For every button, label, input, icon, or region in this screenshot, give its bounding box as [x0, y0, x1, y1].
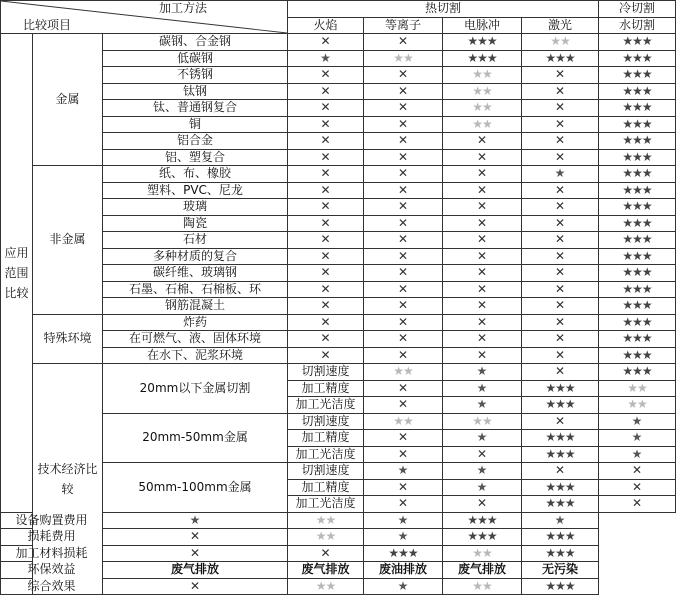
star-rating-icon: ★★ — [522, 34, 599, 51]
cross-icon: ✕ — [364, 133, 443, 150]
table-row — [1, 100, 676, 117]
table-row — [1, 166, 676, 183]
cross-icon: ✕ — [288, 314, 364, 331]
star-rating-icon: ★ — [103, 512, 288, 529]
star-rating-icon: ★★★ — [599, 50, 676, 67]
environment-note: 废气排放 — [103, 562, 288, 579]
star-rating-icon: ★★ — [599, 397, 676, 414]
cross-icon: ✕ — [364, 298, 443, 315]
mid-metal-group: 20mm-50mm金属 — [103, 413, 288, 463]
cross-icon: ✕ — [288, 149, 364, 166]
table-row — [1, 281, 676, 298]
row-label: 多种材质的复合 — [103, 248, 288, 265]
method-header-plasma: 等离子 — [364, 17, 443, 34]
star-rating-icon: ★ — [443, 463, 522, 480]
cross-icon: ✕ — [443, 314, 522, 331]
cross-icon: ✕ — [364, 397, 443, 414]
star-rating-icon: ★ — [443, 364, 522, 381]
environment-note: 废气排放 — [443, 562, 522, 579]
cross-icon: ✕ — [288, 133, 364, 150]
star-rating-icon: ★★★ — [599, 166, 676, 183]
star-rating-icon: ★★ — [443, 100, 522, 117]
star-rating-icon: ★ — [288, 50, 364, 67]
star-rating-icon: ★★★ — [599, 34, 676, 51]
method-header-edm: 电脉冲 — [443, 17, 522, 34]
row-label: 加工材料损耗 — [1, 545, 103, 562]
cold-cutting-header: 冷切割 — [599, 1, 676, 18]
cross-icon: ✕ — [599, 496, 676, 513]
cross-icon: ✕ — [443, 248, 522, 265]
tech-group: 技术经济比较 — [33, 364, 103, 595]
star-rating-icon: ★★★ — [599, 199, 676, 216]
table-row — [1, 248, 676, 265]
cross-icon: ✕ — [288, 265, 364, 282]
cross-icon: ✕ — [364, 331, 443, 348]
cross-icon: ✕ — [522, 463, 599, 480]
cross-icon: ✕ — [288, 215, 364, 232]
cross-icon: ✕ — [443, 182, 522, 199]
cross-icon: ✕ — [288, 298, 364, 315]
table-row — [1, 298, 676, 315]
star-rating-icon: ★★★ — [522, 479, 599, 496]
table-row — [1, 50, 676, 67]
cross-icon: ✕ — [522, 331, 599, 348]
star-rating-icon: ★★ — [443, 413, 522, 430]
table-row — [1, 364, 676, 381]
cross-icon: ✕ — [522, 413, 599, 430]
star-rating-icon: ★★★ — [522, 397, 599, 414]
cross-icon: ✕ — [364, 380, 443, 397]
table-row — [1, 265, 676, 282]
thin-metal-group: 20mm以下金属切割 — [103, 364, 288, 414]
star-rating-icon: ★★★ — [599, 281, 676, 298]
row-label: 加工精度 — [288, 479, 364, 496]
cross-icon: ✕ — [443, 331, 522, 348]
row-label: 纸、布、橡胶 — [103, 166, 288, 183]
cross-icon: ✕ — [288, 545, 364, 562]
star-rating-icon: ★ — [599, 446, 676, 463]
cross-icon: ✕ — [522, 298, 599, 315]
cross-icon: ✕ — [288, 331, 364, 348]
cross-icon: ✕ — [364, 281, 443, 298]
cross-icon: ✕ — [443, 298, 522, 315]
app-group: 应用范围比较 — [1, 34, 33, 513]
star-rating-icon: ★★★ — [599, 215, 676, 232]
cross-icon: ✕ — [443, 496, 522, 513]
table-row — [1, 347, 676, 364]
cross-icon: ✕ — [522, 182, 599, 199]
star-rating-icon: ★ — [443, 380, 522, 397]
star-rating-icon: ★★★ — [599, 83, 676, 100]
method-header-waterjet: 水切割 — [599, 17, 676, 34]
star-rating-icon: ★★★ — [443, 529, 522, 546]
star-rating-icon: ★★★ — [599, 248, 676, 265]
star-rating-icon: ★★★ — [522, 578, 599, 595]
cross-icon: ✕ — [364, 314, 443, 331]
cross-icon: ✕ — [364, 116, 443, 133]
star-rating-icon: ★ — [364, 578, 443, 595]
cross-icon: ✕ — [522, 83, 599, 100]
row-label: 铜 — [103, 116, 288, 133]
cross-icon: ✕ — [522, 248, 599, 265]
row-label: 不锈钢 — [103, 67, 288, 84]
row-label: 切割速度 — [288, 364, 364, 381]
star-rating-icon: ★★★ — [599, 347, 676, 364]
row-label: 加工光洁度 — [288, 397, 364, 414]
cross-icon: ✕ — [364, 265, 443, 282]
cross-icon: ✕ — [364, 479, 443, 496]
star-rating-icon: ★★ — [288, 512, 364, 529]
row-label: 碳钢、合金钢 — [103, 34, 288, 51]
table-row — [1, 562, 676, 579]
cross-icon: ✕ — [288, 116, 364, 133]
cross-icon: ✕ — [103, 529, 288, 546]
cross-icon: ✕ — [364, 446, 443, 463]
star-rating-icon: ★★ — [364, 413, 443, 430]
cross-icon: ✕ — [599, 463, 676, 480]
star-rating-icon: ★ — [599, 413, 676, 430]
table-row — [1, 34, 676, 51]
cross-icon: ✕ — [443, 149, 522, 166]
cross-icon: ✕ — [522, 364, 599, 381]
cross-icon: ✕ — [364, 182, 443, 199]
cross-icon: ✕ — [522, 100, 599, 117]
star-rating-icon: ★★★ — [522, 446, 599, 463]
nonmetal-group: 非金属 — [33, 166, 103, 315]
row-label: 钛、普通钢复合 — [103, 100, 288, 117]
environment-note: 废油排放 — [364, 562, 443, 579]
cross-icon: ✕ — [364, 496, 443, 513]
environment-note: 无污染 — [522, 562, 599, 579]
cross-icon: ✕ — [443, 166, 522, 183]
table-row — [1, 463, 676, 480]
cross-icon: ✕ — [288, 166, 364, 183]
cross-icon: ✕ — [364, 347, 443, 364]
star-rating-icon: ★★★ — [599, 100, 676, 117]
environment-note: 废气排放 — [288, 562, 364, 579]
table-row — [1, 83, 676, 100]
cross-icon: ✕ — [364, 232, 443, 249]
star-rating-icon: ★★ — [443, 67, 522, 84]
star-rating-icon: ★★ — [443, 545, 522, 562]
cross-icon: ✕ — [288, 182, 364, 199]
table-row — [1, 133, 676, 150]
row-label: 环保效益 — [1, 562, 103, 579]
star-rating-icon: ★ — [522, 166, 599, 183]
row-label: 切割速度 — [288, 463, 364, 480]
cross-icon: ✕ — [522, 314, 599, 331]
row-label: 石材 — [103, 232, 288, 249]
cross-icon: ✕ — [364, 100, 443, 117]
star-rating-icon: ★★ — [443, 83, 522, 100]
table-row — [1, 314, 676, 331]
star-rating-icon: ★ — [443, 479, 522, 496]
star-rating-icon: ★★ — [443, 116, 522, 133]
cross-icon: ✕ — [443, 446, 522, 463]
item-header-label: 比较项目 — [23, 18, 72, 32]
cross-icon: ✕ — [288, 67, 364, 84]
star-rating-icon: ★★★ — [599, 364, 676, 381]
row-label: 碳纤维、玻璃钢 — [103, 265, 288, 282]
cross-icon: ✕ — [103, 545, 288, 562]
cross-icon: ✕ — [288, 100, 364, 117]
cross-icon: ✕ — [288, 34, 364, 51]
cross-icon: ✕ — [522, 116, 599, 133]
table-row — [1, 578, 676, 595]
table-row — [1, 116, 676, 133]
table-row — [1, 199, 676, 216]
cross-icon: ✕ — [443, 232, 522, 249]
row-label: 设备购置费用 — [1, 512, 103, 529]
row-label: 塑料、PVC、尼龙 — [103, 182, 288, 199]
cross-icon: ✕ — [443, 215, 522, 232]
star-rating-icon: ★ — [364, 463, 443, 480]
cross-icon: ✕ — [599, 479, 676, 496]
hot-cutting-header: 热切割 — [288, 1, 599, 18]
cross-icon: ✕ — [443, 199, 522, 216]
cross-icon: ✕ — [288, 281, 364, 298]
cross-icon: ✕ — [288, 248, 364, 265]
row-label: 损耗费用 — [1, 529, 103, 546]
method-header-flame: 火焰 — [288, 17, 364, 34]
cross-icon: ✕ — [103, 578, 288, 595]
row-label: 综合效果 — [1, 578, 103, 595]
star-rating-icon: ★ — [443, 430, 522, 447]
star-rating-icon: ★★★ — [599, 133, 676, 150]
cross-icon: ✕ — [288, 199, 364, 216]
row-label: 加工光洁度 — [288, 496, 364, 513]
star-rating-icon: ★★ — [288, 578, 364, 595]
star-rating-icon: ★★★ — [599, 232, 676, 249]
cross-icon: ✕ — [443, 133, 522, 150]
cross-icon: ✕ — [288, 232, 364, 249]
row-label: 铝、塑复合 — [103, 149, 288, 166]
table-row — [1, 182, 676, 199]
star-rating-icon: ★★ — [288, 529, 364, 546]
star-rating-icon: ★★★ — [522, 50, 599, 67]
cross-icon: ✕ — [288, 83, 364, 100]
row-label: 加工精度 — [288, 380, 364, 397]
star-rating-icon: ★★★ — [522, 430, 599, 447]
star-rating-icon: ★★★ — [599, 298, 676, 315]
row-label: 玻璃 — [103, 199, 288, 216]
star-rating-icon: ★ — [364, 512, 443, 529]
cross-icon: ✕ — [522, 265, 599, 282]
cross-icon: ✕ — [364, 215, 443, 232]
thick-metal-group: 50mm-100mm金属 — [103, 463, 288, 513]
cross-icon: ✕ — [364, 248, 443, 265]
cross-icon: ✕ — [364, 67, 443, 84]
star-rating-icon: ★★★ — [364, 545, 443, 562]
star-rating-icon: ★★★ — [599, 67, 676, 84]
cross-icon: ✕ — [522, 199, 599, 216]
row-label: 加工光洁度 — [288, 446, 364, 463]
cross-icon: ✕ — [364, 83, 443, 100]
star-rating-icon: ★ — [599, 430, 676, 447]
row-label: 切割速度 — [288, 413, 364, 430]
cross-icon: ✕ — [443, 347, 522, 364]
cross-icon: ✕ — [364, 430, 443, 447]
cross-icon: ✕ — [364, 34, 443, 51]
table-row — [1, 512, 676, 529]
row-label: 炸药 — [103, 314, 288, 331]
cross-icon: ✕ — [443, 281, 522, 298]
star-rating-icon: ★★★ — [599, 149, 676, 166]
row-label: 陶瓷 — [103, 215, 288, 232]
table-row — [1, 215, 676, 232]
cross-icon: ✕ — [364, 166, 443, 183]
star-rating-icon: ★★ — [364, 50, 443, 67]
row-label: 低碳钢 — [103, 50, 288, 67]
table-row — [1, 331, 676, 348]
star-rating-icon: ★★★ — [599, 331, 676, 348]
cross-icon: ✕ — [364, 199, 443, 216]
cross-icon: ✕ — [288, 347, 364, 364]
star-rating-icon: ★★★ — [443, 50, 522, 67]
table-row — [1, 529, 676, 546]
cross-icon: ✕ — [522, 281, 599, 298]
metal-group: 金属 — [33, 34, 103, 166]
table-row — [1, 413, 676, 430]
star-rating-icon: ★★★ — [599, 182, 676, 199]
cross-icon: ✕ — [522, 67, 599, 84]
row-label: 石墨、石棉、石棉板、环 — [103, 281, 288, 298]
star-rating-icon: ★★ — [364, 364, 443, 381]
diagonal-header-cell — [1, 1, 288, 34]
row-label: 在可燃气、液、固体环境 — [103, 331, 288, 348]
star-rating-icon: ★★ — [599, 380, 676, 397]
cross-icon: ✕ — [443, 265, 522, 282]
method-header-laser: 激光 — [522, 17, 599, 34]
star-rating-icon: ★★★ — [443, 34, 522, 51]
cross-icon: ✕ — [522, 133, 599, 150]
table-row — [1, 149, 676, 166]
cross-icon: ✕ — [364, 149, 443, 166]
star-rating-icon: ★ — [364, 529, 443, 546]
star-rating-icon: ★★★ — [599, 265, 676, 282]
star-rating-icon: ★★★ — [522, 545, 599, 562]
table-row — [1, 545, 676, 562]
star-rating-icon: ★★★ — [522, 496, 599, 513]
star-rating-icon: ★ — [443, 397, 522, 414]
table-row — [1, 232, 676, 249]
method-header-label: 加工方法 — [159, 1, 208, 15]
star-rating-icon: ★★★ — [443, 512, 522, 529]
star-rating-icon: ★★★ — [599, 314, 676, 331]
star-rating-icon: ★★★ — [522, 380, 599, 397]
cross-icon: ✕ — [522, 149, 599, 166]
table-row — [1, 67, 676, 84]
row-label: 钢筋混凝土 — [103, 298, 288, 315]
cross-icon: ✕ — [522, 215, 599, 232]
cross-icon: ✕ — [522, 232, 599, 249]
row-label: 在水下、泥浆环境 — [103, 347, 288, 364]
row-label: 钛钢 — [103, 83, 288, 100]
star-rating-icon: ★ — [522, 512, 599, 529]
star-rating-icon: ★★★ — [522, 529, 599, 546]
star-rating-icon: ★★★ — [599, 116, 676, 133]
row-label: 铝合金 — [103, 133, 288, 150]
cross-icon: ✕ — [522, 347, 599, 364]
row-label: 加工精度 — [288, 430, 364, 447]
special-env-group: 特殊环境 — [33, 314, 103, 364]
star-rating-icon: ★★ — [443, 578, 522, 595]
